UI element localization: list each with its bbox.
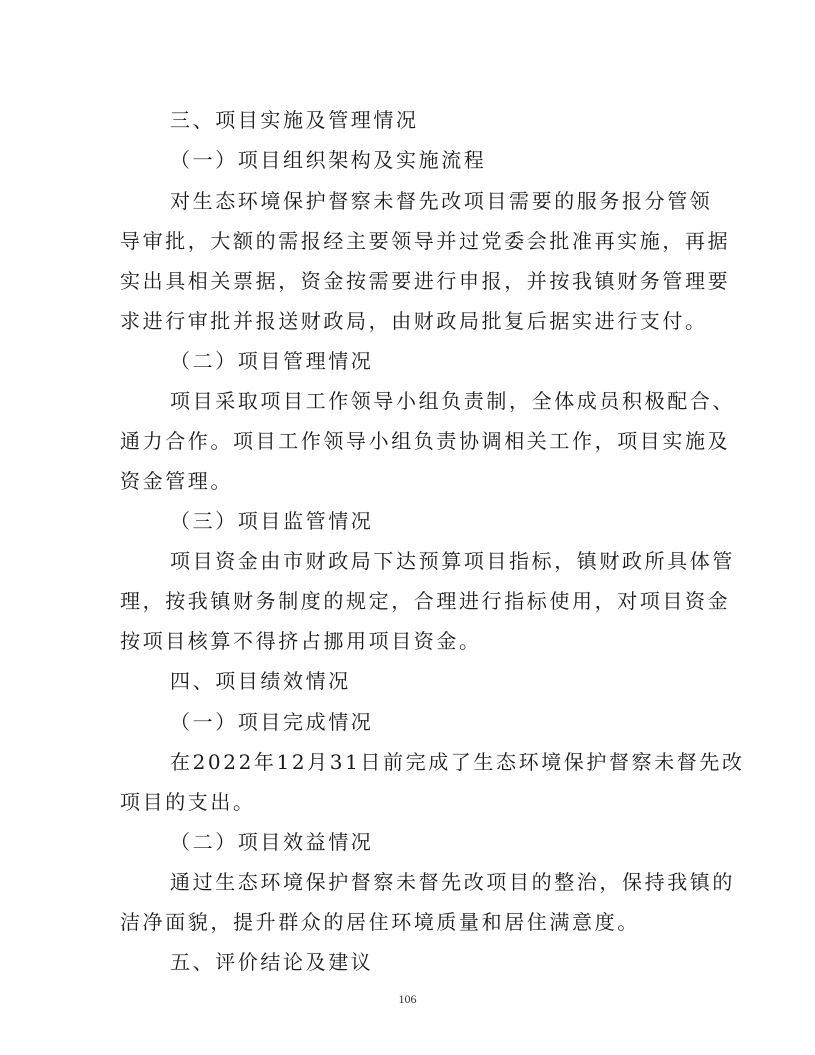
- subsection-heading-3-1: （一）项目组织架构及实施流程: [170, 148, 487, 172]
- paragraph-line: 实出具相关票据，资金按需要进行申报，并按我镇财务管理要: [120, 269, 731, 293]
- paragraph-line: 按项目核算不得挤占挪用项目资金。: [120, 629, 482, 653]
- paragraph-line: 项目资金由市财政局下达预算项目指标，镇财政所具体管: [170, 549, 735, 573]
- subsection-heading-4-1: （一）项目完成情况: [170, 710, 374, 734]
- section-heading-3: 三、项目实施及管理情况: [170, 108, 419, 132]
- subsection-heading-3-2: （二）项目管理情况: [170, 349, 374, 373]
- page-number: 106: [398, 992, 417, 1006]
- paragraph-line: 资金管理。: [120, 469, 233, 493]
- subsection-heading-4-2: （二）项目效益情况: [170, 830, 374, 854]
- paragraph-line: 洁净面貌，提升群众的居住环境质量和居住满意度。: [120, 910, 640, 934]
- paragraph-line: 项目的支出。: [120, 790, 256, 814]
- paragraph-line: 导审批，大额的需报经主要领导并过党委会批准再实施，再据: [120, 229, 731, 253]
- paragraph-line: 通过生态环境保护督察未督先改项目的整治，保持我镇的: [170, 870, 735, 894]
- section-heading-4: 四、项目绩效情况: [170, 669, 351, 693]
- section-heading-5: 五、评价结论及建议: [170, 950, 374, 974]
- paragraph-line: 求进行审批并报送财政局，由财政局批复后据实进行支付。: [120, 309, 708, 333]
- subsection-heading-3-3: （三）项目监管情况: [170, 509, 374, 533]
- paragraph-line: 理，按我镇财务制度的规定，合理进行指标使用，对项目资金: [120, 589, 731, 613]
- paragraph-line: 对生态环境保护督察未督先改项目需要的服务报分管领: [170, 189, 713, 213]
- paragraph-line: 在2022年12月31日前完成了生态环境保护督察未督先改: [170, 750, 745, 774]
- paragraph-line: 项目采取项目工作领导小组负责制，全体成员积极配合、: [170, 389, 735, 413]
- paragraph-line: 通力合作。项目工作领导小组负责协调相关工作，项目实施及: [120, 429, 731, 453]
